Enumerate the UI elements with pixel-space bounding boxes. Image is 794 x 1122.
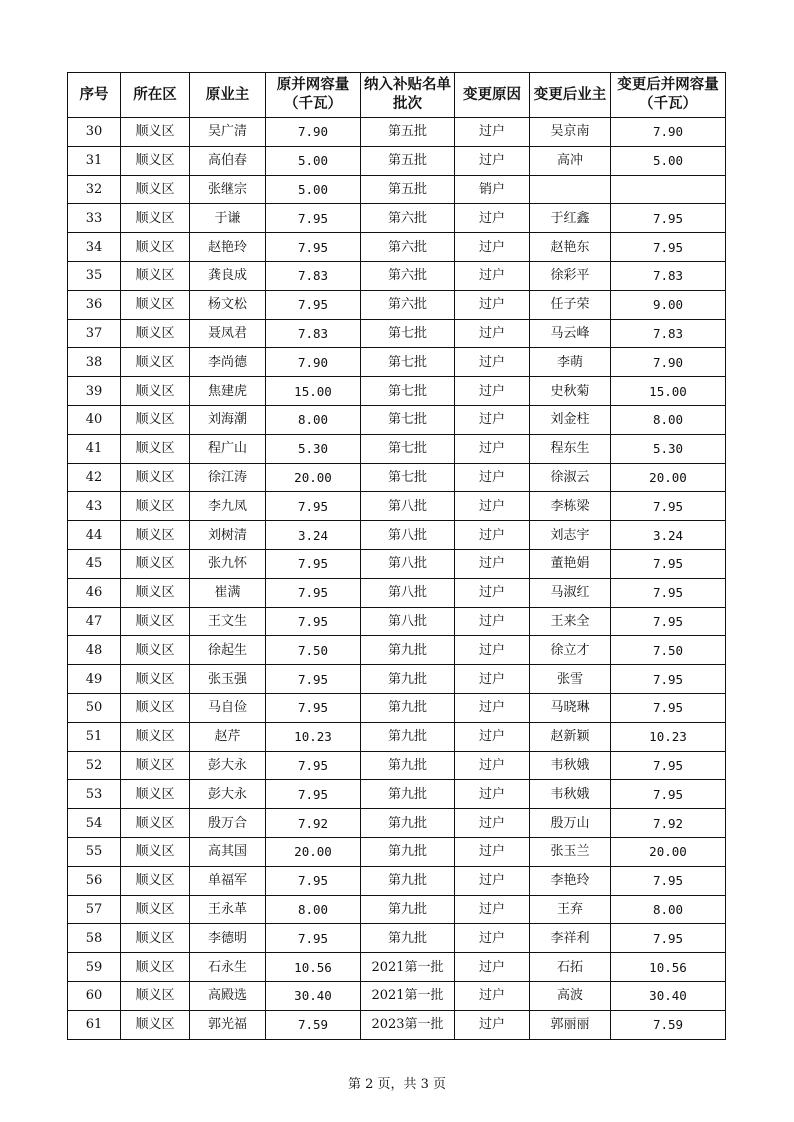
cell-original-owner: 彭大永 (190, 751, 266, 780)
cell-new-capacity: 7.95 (611, 549, 726, 578)
cell-serial: 54 (68, 809, 121, 838)
table-row (68, 118, 726, 147)
cell-subsidy-batch: 第七批 (361, 434, 455, 463)
cell-original-owner: 张继宗 (190, 175, 266, 204)
table-row (68, 549, 726, 578)
cell-new-capacity: 30.40 (611, 981, 726, 1010)
cell-change-reason: 过户 (455, 809, 530, 838)
cell-serial: 58 (68, 924, 121, 953)
table-row (68, 290, 726, 319)
cell-original-capacity: 7.50 (266, 636, 361, 665)
cell-district: 顺义区 (121, 549, 190, 578)
cell-serial: 48 (68, 636, 121, 665)
cell-original-owner: 徐江涛 (190, 463, 266, 492)
cell-serial: 32 (68, 175, 121, 204)
header-serial: 序号 (68, 73, 121, 118)
cell-district: 顺义区 (121, 348, 190, 377)
cell-district: 顺义区 (121, 837, 190, 866)
cell-change-reason: 过户 (455, 837, 530, 866)
cell-subsidy-batch: 第八批 (361, 607, 455, 636)
cell-new-capacity: 5.00 (611, 146, 726, 175)
cell-serial: 50 (68, 693, 121, 722)
table-row (68, 895, 726, 924)
cell-district: 顺义区 (121, 866, 190, 895)
cell-new-capacity: 7.95 (611, 751, 726, 780)
cell-change-reason: 过户 (455, 118, 530, 147)
cell-change-reason: 过户 (455, 953, 530, 982)
cell-original-owner: 高殿选 (190, 981, 266, 1010)
cell-serial: 37 (68, 319, 121, 348)
cell-new-capacity (611, 175, 726, 204)
cell-subsidy-batch: 第六批 (361, 233, 455, 262)
header-subsidy-batch: 纳入补贴名单批次 (361, 73, 455, 118)
cell-change-reason: 过户 (455, 492, 530, 521)
table-row (68, 377, 726, 406)
cell-new-capacity: 20.00 (611, 837, 726, 866)
cell-original-capacity: 7.59 (266, 1010, 361, 1039)
cell-original-owner: 徐起生 (190, 636, 266, 665)
cell-original-owner: 焦建虎 (190, 377, 266, 406)
cell-subsidy-batch: 第七批 (361, 377, 455, 406)
cell-subsidy-batch: 第九批 (361, 780, 455, 809)
cell-original-owner: 刘树清 (190, 521, 266, 550)
cell-district: 顺义区 (121, 463, 190, 492)
cell-new-capacity: 7.95 (611, 233, 726, 262)
cell-original-owner: 程广山 (190, 434, 266, 463)
cell-serial: 39 (68, 377, 121, 406)
cell-new-capacity: 7.95 (611, 924, 726, 953)
cell-change-reason: 过户 (455, 722, 530, 751)
cell-district: 顺义区 (121, 722, 190, 751)
table-row (68, 636, 726, 665)
cell-original-owner: 石永生 (190, 953, 266, 982)
cell-new-owner: 王来全 (530, 607, 611, 636)
cell-district: 顺义区 (121, 578, 190, 607)
cell-district: 顺义区 (121, 751, 190, 780)
cell-new-capacity: 7.50 (611, 636, 726, 665)
cell-district: 顺义区 (121, 924, 190, 953)
cell-new-owner: 吴京南 (530, 118, 611, 147)
cell-original-owner: 李九凤 (190, 492, 266, 521)
cell-original-owner: 张九怀 (190, 549, 266, 578)
cell-original-capacity: 7.95 (266, 290, 361, 319)
cell-new-capacity: 7.95 (611, 492, 726, 521)
header-new-capacity: 变更后并网容量（千瓦） (611, 73, 726, 118)
cell-original-capacity: 7.95 (266, 693, 361, 722)
cell-subsidy-batch: 第八批 (361, 549, 455, 578)
cell-original-owner: 赵艳玲 (190, 233, 266, 262)
cell-subsidy-batch: 第九批 (361, 665, 455, 694)
cell-change-reason: 过户 (455, 636, 530, 665)
table-row (68, 665, 726, 694)
cell-subsidy-batch: 第五批 (361, 175, 455, 204)
cell-serial: 57 (68, 895, 121, 924)
cell-new-capacity: 8.00 (611, 405, 726, 434)
table-row (68, 722, 726, 751)
cell-serial: 55 (68, 837, 121, 866)
cell-new-owner: 赵艳东 (530, 233, 611, 262)
cell-original-capacity: 7.95 (266, 204, 361, 233)
cell-new-owner: 郭丽丽 (530, 1010, 611, 1039)
cell-original-capacity: 7.95 (266, 751, 361, 780)
table-row (68, 866, 726, 895)
cell-change-reason: 过户 (455, 665, 530, 694)
cell-original-capacity: 7.90 (266, 118, 361, 147)
cell-district: 顺义区 (121, 434, 190, 463)
cell-serial: 42 (68, 463, 121, 492)
cell-subsidy-batch: 第九批 (361, 837, 455, 866)
cell-new-capacity: 7.90 (611, 348, 726, 377)
cell-change-reason: 过户 (455, 866, 530, 895)
header-row (68, 73, 726, 118)
cell-subsidy-batch: 2021第一批 (361, 953, 455, 982)
cell-original-capacity: 7.90 (266, 348, 361, 377)
cell-original-capacity: 7.95 (266, 924, 361, 953)
cell-district: 顺义区 (121, 233, 190, 262)
cell-district: 顺义区 (121, 405, 190, 434)
cell-subsidy-batch: 第八批 (361, 578, 455, 607)
cell-original-capacity: 10.56 (266, 953, 361, 982)
cell-new-owner: 史秋菊 (530, 377, 611, 406)
cell-district: 顺义区 (121, 693, 190, 722)
cell-original-owner: 崔满 (190, 578, 266, 607)
cell-subsidy-batch: 第九批 (361, 895, 455, 924)
table-row (68, 751, 726, 780)
cell-original-owner: 刘海潮 (190, 405, 266, 434)
cell-district: 顺义区 (121, 492, 190, 521)
cell-district: 顺义区 (121, 665, 190, 694)
header-change-reason: 变更原因 (455, 73, 530, 118)
cell-original-capacity: 7.83 (266, 261, 361, 290)
cell-serial: 35 (68, 261, 121, 290)
cell-change-reason: 过户 (455, 751, 530, 780)
cell-original-capacity: 7.95 (266, 780, 361, 809)
cell-original-owner: 殷万合 (190, 809, 266, 838)
table-row (68, 405, 726, 434)
cell-original-owner: 聂凤君 (190, 319, 266, 348)
cell-district: 顺义区 (121, 175, 190, 204)
cell-district: 顺义区 (121, 981, 190, 1010)
table-row (68, 837, 726, 866)
table-row (68, 204, 726, 233)
cell-original-capacity: 20.00 (266, 463, 361, 492)
cell-subsidy-batch: 第七批 (361, 348, 455, 377)
cell-original-capacity: 7.83 (266, 319, 361, 348)
cell-change-reason: 过户 (455, 319, 530, 348)
cell-change-reason: 过户 (455, 693, 530, 722)
header-new-owner: 变更后业主 (530, 73, 611, 118)
cell-district: 顺义区 (121, 146, 190, 175)
cell-serial: 46 (68, 578, 121, 607)
cell-serial: 40 (68, 405, 121, 434)
cell-original-owner: 李德明 (190, 924, 266, 953)
cell-original-owner: 王文生 (190, 607, 266, 636)
cell-change-reason: 过户 (455, 607, 530, 636)
cell-serial: 61 (68, 1010, 121, 1039)
cell-subsidy-batch: 第九批 (361, 924, 455, 953)
cell-new-capacity: 20.00 (611, 463, 726, 492)
cell-new-owner: 韦秋娥 (530, 780, 611, 809)
cell-change-reason: 过户 (455, 146, 530, 175)
cell-district: 顺义区 (121, 895, 190, 924)
cell-serial: 31 (68, 146, 121, 175)
cell-new-owner: 徐立才 (530, 636, 611, 665)
cell-change-reason: 过户 (455, 290, 530, 319)
cell-district: 顺义区 (121, 521, 190, 550)
cell-district: 顺义区 (121, 377, 190, 406)
cell-new-owner: 高冲 (530, 146, 611, 175)
cell-new-capacity: 7.90 (611, 118, 726, 147)
cell-new-owner: 石拓 (530, 953, 611, 982)
cell-change-reason: 销户 (455, 175, 530, 204)
cell-district: 顺义区 (121, 809, 190, 838)
cell-new-owner: 张雪 (530, 665, 611, 694)
cell-subsidy-batch: 第八批 (361, 521, 455, 550)
cell-change-reason: 过户 (455, 1010, 530, 1039)
cell-original-owner: 李尚德 (190, 348, 266, 377)
cell-new-capacity: 3.24 (611, 521, 726, 550)
cell-district: 顺义区 (121, 636, 190, 665)
cell-new-owner: 高波 (530, 981, 611, 1010)
cell-original-capacity: 7.92 (266, 809, 361, 838)
cell-original-owner: 赵芹 (190, 722, 266, 751)
cell-subsidy-batch: 第八批 (361, 492, 455, 521)
cell-district: 顺义区 (121, 118, 190, 147)
cell-new-owner: 马云峰 (530, 319, 611, 348)
cell-serial: 60 (68, 981, 121, 1010)
cell-original-capacity: 5.00 (266, 146, 361, 175)
cell-new-capacity: 7.59 (611, 1010, 726, 1039)
cell-subsidy-batch: 第七批 (361, 463, 455, 492)
cell-district: 顺义区 (121, 953, 190, 982)
table-row (68, 953, 726, 982)
cell-subsidy-batch: 第五批 (361, 118, 455, 147)
cell-serial: 53 (68, 780, 121, 809)
cell-new-capacity: 15.00 (611, 377, 726, 406)
cell-district: 顺义区 (121, 780, 190, 809)
table-row (68, 693, 726, 722)
cell-serial: 38 (68, 348, 121, 377)
cell-district: 顺义区 (121, 1010, 190, 1039)
page-footer: 第 2 页，共 3 页 (347, 1077, 447, 1092)
cell-original-owner: 龚良成 (190, 261, 266, 290)
cell-change-reason: 过户 (455, 348, 530, 377)
cell-new-capacity: 7.83 (611, 261, 726, 290)
cell-serial: 52 (68, 751, 121, 780)
cell-subsidy-batch: 第六批 (361, 261, 455, 290)
cell-district: 顺义区 (121, 607, 190, 636)
table-row (68, 521, 726, 550)
cell-new-owner: 徐淑云 (530, 463, 611, 492)
cell-district: 顺义区 (121, 290, 190, 319)
cell-new-capacity: 7.95 (611, 780, 726, 809)
table-row (68, 809, 726, 838)
cell-serial: 41 (68, 434, 121, 463)
cell-new-owner (530, 175, 611, 204)
cell-new-capacity: 8.00 (611, 895, 726, 924)
cell-subsidy-batch: 2021第一批 (361, 981, 455, 1010)
cell-new-owner: 王弃 (530, 895, 611, 924)
cell-original-capacity: 7.95 (266, 233, 361, 262)
cell-new-owner: 马晓琳 (530, 693, 611, 722)
cell-original-capacity: 8.00 (266, 895, 361, 924)
cell-original-owner: 王永革 (190, 895, 266, 924)
cell-original-owner: 吴广清 (190, 118, 266, 147)
table-row (68, 319, 726, 348)
cell-subsidy-batch: 第六批 (361, 204, 455, 233)
cell-new-capacity: 7.95 (611, 204, 726, 233)
cell-original-capacity: 8.00 (266, 405, 361, 434)
cell-change-reason: 过户 (455, 578, 530, 607)
cell-serial: 59 (68, 953, 121, 982)
table-row (68, 607, 726, 636)
cell-serial: 44 (68, 521, 121, 550)
cell-new-owner: 李艳玲 (530, 866, 611, 895)
table-row (68, 233, 726, 262)
cell-change-reason: 过户 (455, 521, 530, 550)
table-row (68, 492, 726, 521)
table-row (68, 146, 726, 175)
cell-new-owner: 韦秋娥 (530, 751, 611, 780)
cell-new-capacity: 7.92 (611, 809, 726, 838)
cell-original-owner: 张玉强 (190, 665, 266, 694)
table-row (68, 981, 726, 1010)
cell-original-capacity: 7.95 (266, 607, 361, 636)
table-row (68, 261, 726, 290)
cell-original-owner: 彭大永 (190, 780, 266, 809)
cell-serial: 30 (68, 118, 121, 147)
cell-original-capacity: 7.95 (266, 665, 361, 694)
cell-district: 顺义区 (121, 319, 190, 348)
cell-new-owner: 刘志宇 (530, 521, 611, 550)
cell-new-owner: 于红鑫 (530, 204, 611, 233)
cell-original-capacity: 5.00 (266, 175, 361, 204)
cell-subsidy-batch: 第七批 (361, 319, 455, 348)
cell-original-capacity: 3.24 (266, 521, 361, 550)
cell-new-capacity: 9.00 (611, 290, 726, 319)
cell-serial: 49 (68, 665, 121, 694)
cell-new-capacity: 7.95 (611, 607, 726, 636)
cell-serial: 56 (68, 866, 121, 895)
table-row (68, 578, 726, 607)
header-original-owner: 原业主 (190, 73, 266, 118)
table-row (68, 175, 726, 204)
cell-new-owner: 张玉兰 (530, 837, 611, 866)
cell-original-capacity: 7.95 (266, 549, 361, 578)
cell-original-owner: 单福军 (190, 866, 266, 895)
cell-original-capacity: 7.95 (266, 578, 361, 607)
cell-original-owner: 郭光福 (190, 1010, 266, 1039)
cell-change-reason: 过户 (455, 233, 530, 262)
cell-new-capacity: 7.95 (611, 578, 726, 607)
cell-subsidy-batch: 第九批 (361, 809, 455, 838)
cell-original-capacity: 10.23 (266, 722, 361, 751)
cell-new-owner: 董艳娟 (530, 549, 611, 578)
cell-new-capacity: 7.95 (611, 866, 726, 895)
cell-district: 顺义区 (121, 204, 190, 233)
cell-subsidy-batch: 第九批 (361, 866, 455, 895)
cell-subsidy-batch: 2023第一批 (361, 1010, 455, 1039)
cell-change-reason: 过户 (455, 434, 530, 463)
cell-original-capacity: 7.95 (266, 492, 361, 521)
cell-serial: 51 (68, 722, 121, 751)
cell-new-owner: 李栋梁 (530, 492, 611, 521)
cell-subsidy-batch: 第九批 (361, 693, 455, 722)
cell-subsidy-batch: 第九批 (361, 751, 455, 780)
cell-new-owner: 任子荣 (530, 290, 611, 319)
cell-new-owner: 李祥利 (530, 924, 611, 953)
cell-original-owner: 于谦 (190, 204, 266, 233)
cell-serial: 47 (68, 607, 121, 636)
cell-new-capacity: 7.83 (611, 319, 726, 348)
cell-serial: 43 (68, 492, 121, 521)
cell-change-reason: 过户 (455, 261, 530, 290)
cell-subsidy-batch: 第九批 (361, 722, 455, 751)
cell-new-capacity: 10.56 (611, 953, 726, 982)
cell-subsidy-batch: 第九批 (361, 636, 455, 665)
cell-serial: 33 (68, 204, 121, 233)
cell-change-reason: 过户 (455, 463, 530, 492)
cell-new-owner: 赵新颖 (530, 722, 611, 751)
table-row (68, 348, 726, 377)
cell-new-owner: 李萌 (530, 348, 611, 377)
data-table (67, 72, 726, 1040)
cell-original-capacity: 7.95 (266, 866, 361, 895)
cell-subsidy-batch: 第七批 (361, 405, 455, 434)
table-row (68, 924, 726, 953)
table-row (68, 463, 726, 492)
cell-district: 顺义区 (121, 261, 190, 290)
header-original-capacity: 原并网容量（千瓦） (266, 73, 361, 118)
cell-change-reason: 过户 (455, 549, 530, 578)
cell-new-owner: 马淑红 (530, 578, 611, 607)
cell-change-reason: 过户 (455, 780, 530, 809)
cell-new-capacity: 7.95 (611, 665, 726, 694)
cell-change-reason: 过户 (455, 924, 530, 953)
cell-new-owner: 徐彩平 (530, 261, 611, 290)
table-row (68, 780, 726, 809)
table-row (68, 1010, 726, 1039)
cell-original-capacity: 30.40 (266, 981, 361, 1010)
cell-original-capacity: 5.30 (266, 434, 361, 463)
cell-serial: 45 (68, 549, 121, 578)
cell-change-reason: 过户 (455, 377, 530, 406)
cell-subsidy-batch: 第六批 (361, 290, 455, 319)
cell-change-reason: 过户 (455, 981, 530, 1010)
cell-serial: 36 (68, 290, 121, 319)
cell-subsidy-batch: 第五批 (361, 146, 455, 175)
cell-original-owner: 高其国 (190, 837, 266, 866)
cell-new-owner: 殷万山 (530, 809, 611, 838)
cell-new-owner: 刘金柱 (530, 405, 611, 434)
cell-serial: 34 (68, 233, 121, 262)
cell-original-capacity: 15.00 (266, 377, 361, 406)
cell-new-capacity: 5.30 (611, 434, 726, 463)
cell-original-owner: 高伯春 (190, 146, 266, 175)
cell-original-capacity: 20.00 (266, 837, 361, 866)
cell-original-owner: 马自俭 (190, 693, 266, 722)
cell-change-reason: 过户 (455, 405, 530, 434)
cell-original-owner: 杨文松 (190, 290, 266, 319)
cell-change-reason: 过户 (455, 204, 530, 233)
cell-change-reason: 过户 (455, 895, 530, 924)
cell-new-capacity: 7.95 (611, 693, 726, 722)
table-row (68, 434, 726, 463)
cell-new-capacity: 10.23 (611, 722, 726, 751)
cell-new-owner: 程东生 (530, 434, 611, 463)
header-district: 所在区 (121, 73, 190, 118)
